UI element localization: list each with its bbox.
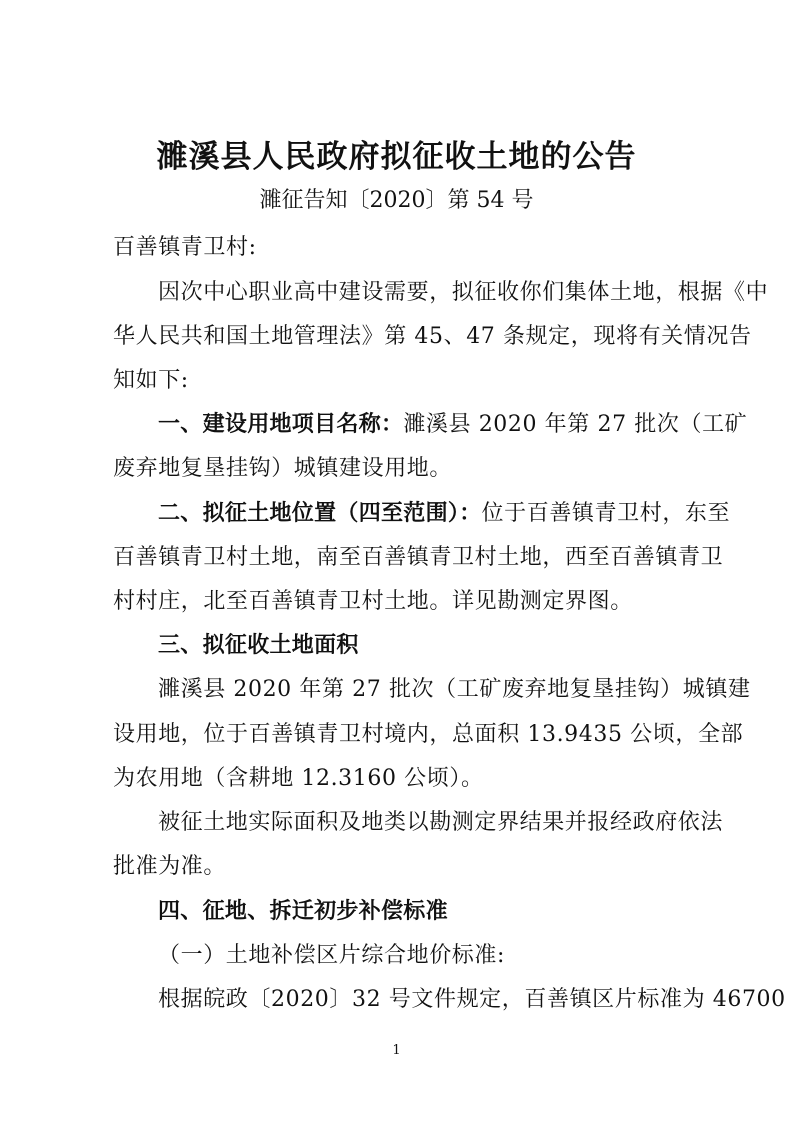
section-2-line: 村村庄，北至百善镇青卫村土地。详见勘测定界图。 xyxy=(113,589,633,614)
section-1-text: 濉溪县 2020 年第 27 批次（工矿 xyxy=(403,412,748,437)
section-1-heading: 一、建设用地项目名称： xyxy=(158,412,404,437)
section-4-heading: 四、征地、拆迁初步补偿标准 xyxy=(158,899,448,924)
document-number: 濉征告知〔2020〕第 54 号 xyxy=(259,188,534,213)
section-1-first-line xyxy=(158,410,748,440)
intro-line: 华人民共和国土地管理法》第 45、47 条规定，现将有关情况告 xyxy=(113,324,752,349)
section-3-line: 设用地，位于百善镇青卫村境内，总面积 13.9435 公顷，全部 xyxy=(113,722,744,747)
page-number: 1 xyxy=(392,1043,401,1058)
section-3-note-line: 批准为准。 xyxy=(113,854,227,879)
section-3-line: 濉溪县 2020 年第 27 批次（工矿废弃地复垦挂钩）城镇建 xyxy=(158,677,751,702)
section-3-line: 为农用地（含耕地 12.3160 公顷）。 xyxy=(113,766,484,791)
intro-line: 因次中心职业高中建设需要，拟征收你们集体土地，根据《中 xyxy=(158,280,769,305)
section-2-heading: 二、拟征土地位置（四至范围）： xyxy=(158,501,482,526)
section-2-first-line xyxy=(158,499,731,529)
section-1-line: 废弃地复垦挂钩）城镇建设用地。 xyxy=(113,456,453,481)
section-2-line: 百善镇青卫村土地，南至百善镇青卫村土地，西至百善镇青卫 xyxy=(113,545,724,570)
intro-line: 知如下: xyxy=(113,368,189,393)
page-title: 濉溪县人民政府拟征收土地的公告 xyxy=(156,139,637,175)
section-3-note-line: 被征土地实际面积及地类以勘测定界结果并报经政府依法 xyxy=(158,810,724,835)
section-2-text: 位于百善镇青卫村，东至 xyxy=(481,501,731,526)
section-3-heading: 三、拟征收土地面积 xyxy=(158,633,359,658)
section-4-line: 根据皖政〔2020〕32 号文件规定，百善镇区片标准为 46700 xyxy=(158,987,786,1012)
addressee: 百善镇青卫村: xyxy=(113,235,257,260)
section-4-subheading: （一）土地补偿区片综合地价标准: xyxy=(158,943,506,968)
